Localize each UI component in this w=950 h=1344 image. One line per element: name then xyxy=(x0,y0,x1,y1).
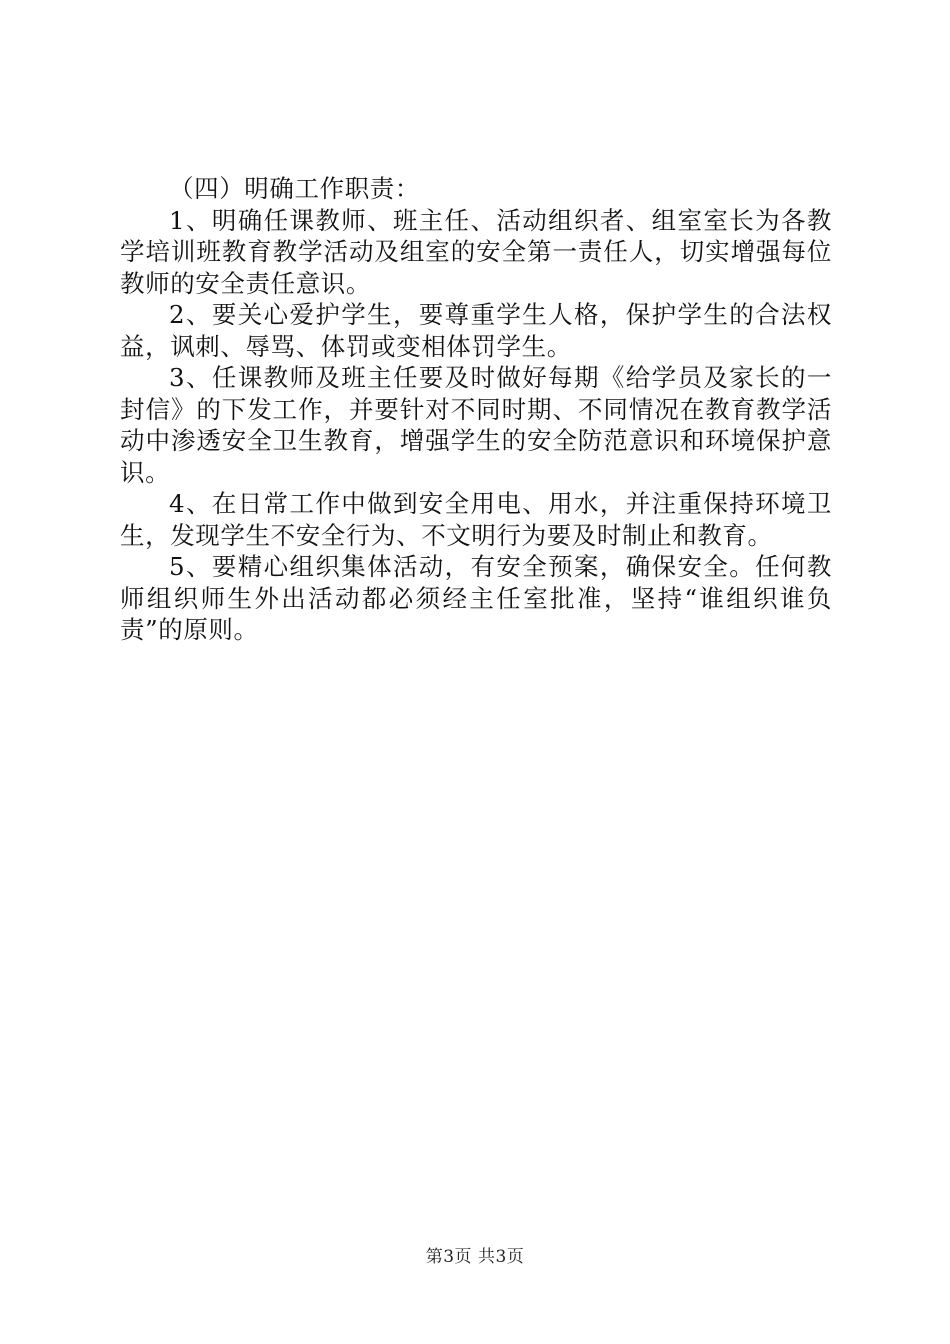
paragraph-4: 4、在日常工作中做到安全用电、用水，并注重保持环境卫生，发现学生不安全行为、不文明行为要及时制止和教育。 xyxy=(120,489,832,550)
paragraph-3: 3、任课教师及班主任要及时做好每期《给学员及家长的一封信》的下发工作，并要针对不同时期、不同情况在教育教学活动中渗透安全卫生教育，增强学生的安全防范意识和环境保护意识。 xyxy=(120,363,832,487)
section-heading: （四）明确工作职责： xyxy=(169,174,420,203)
paragraph-2: 2、要关心爱护学生，要尊重学生人格，保护学生的合法权益，讽刺、辱骂、体罚或变相体罚学生。 xyxy=(120,300,832,361)
paragraph-5: 5、要精心组织集体活动，有安全预案，确保安全。任何教师组织师生外出活动都必须经主任室批准，坚持“谁组织谁负责”的原则。 xyxy=(120,552,832,644)
paragraph-1: 1、明确任课教师、班主任、活动组织者、组室室长为各教学培训班教育教学活动及组室的安全第一责任人，切实增强每位教师的安全责任意识。 xyxy=(120,205,832,298)
document-body xyxy=(120,173,832,646)
page-number-footer: 第3页 共3页 xyxy=(425,1247,525,1267)
